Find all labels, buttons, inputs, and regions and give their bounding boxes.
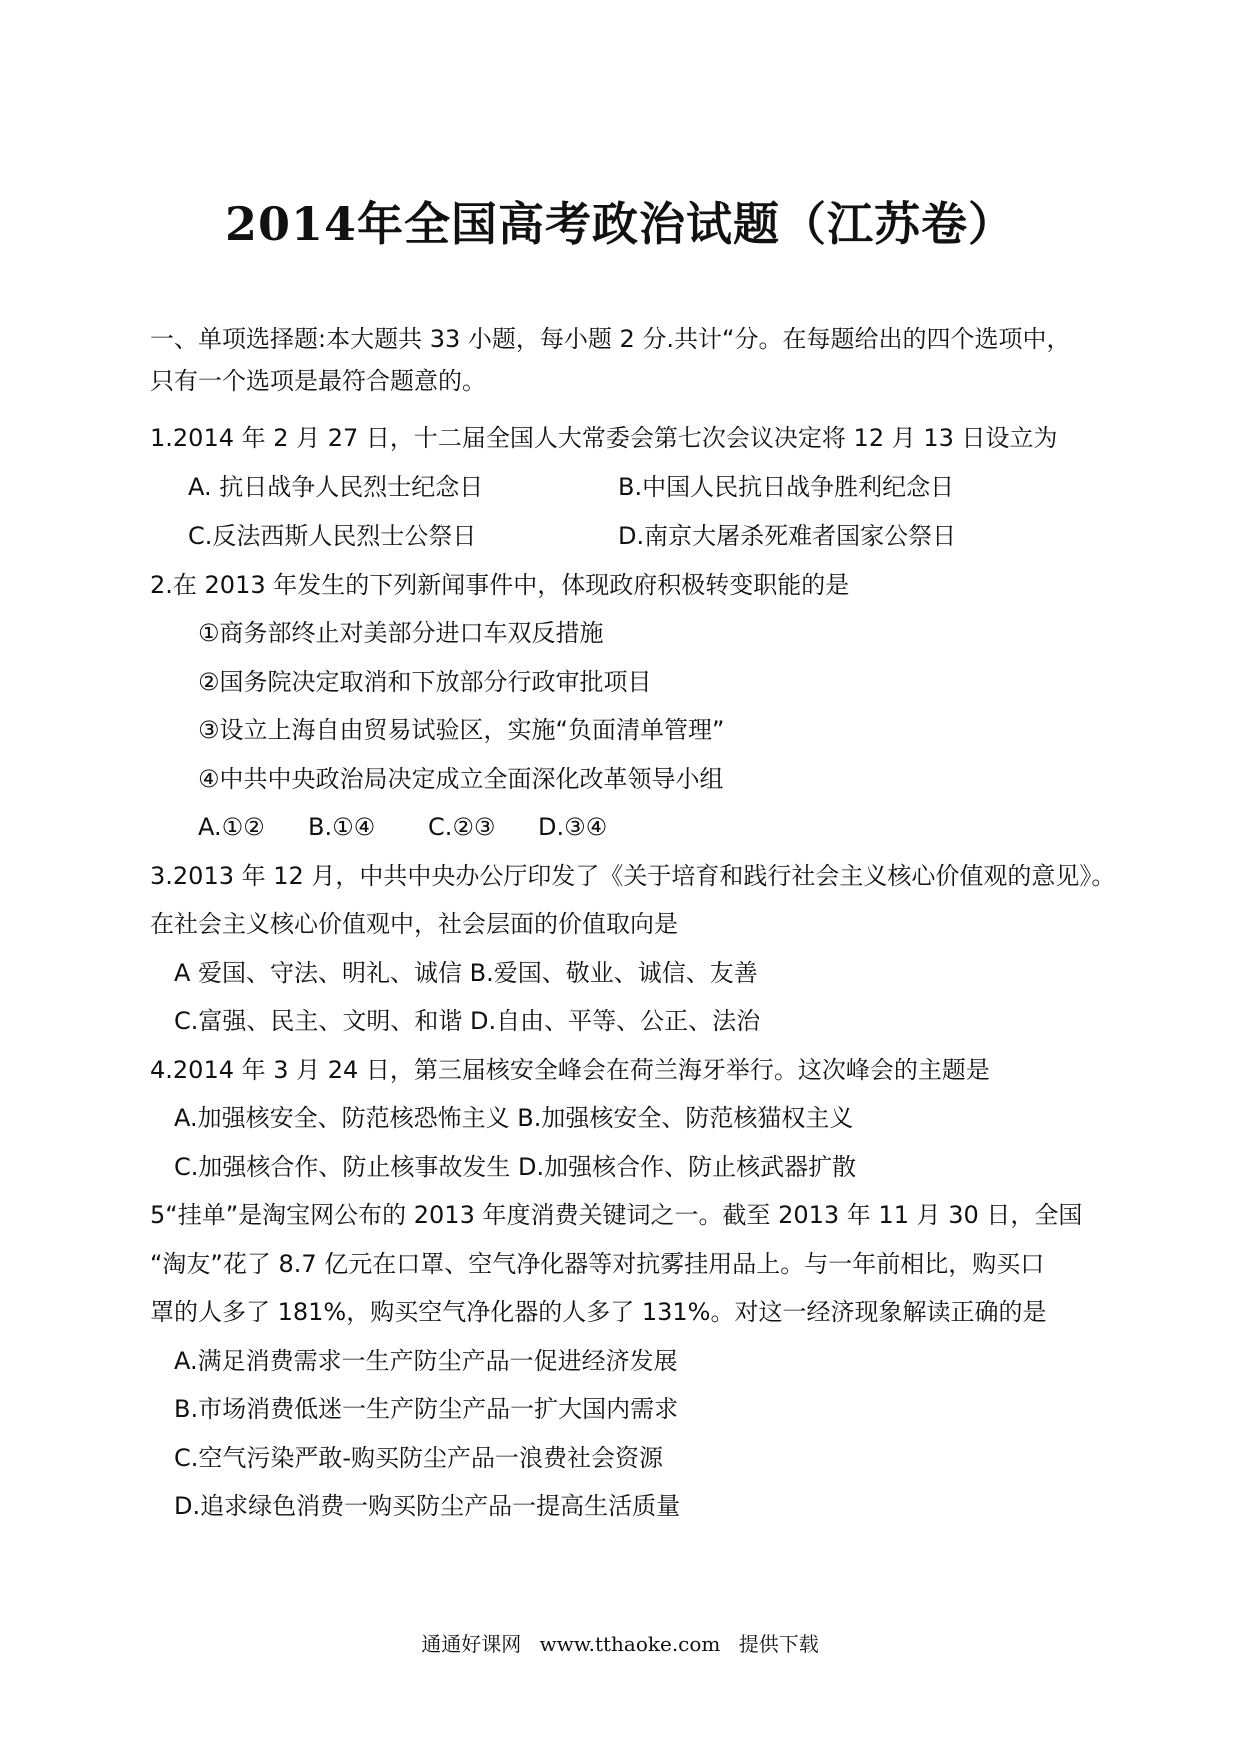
question-2-option-c: C.②③ xyxy=(428,813,496,841)
question-3-stem-line-1: 3.2013 年 12 月，中共中央办公厅印发了《关于培育和践行社会主义核心价值观的意见》。 xyxy=(150,862,1116,890)
footer-suffix: 提供下载 xyxy=(738,1632,819,1656)
question-3-options-cd: C.富强、民主、文明、和谐 D.自由、平等、公正、法治 xyxy=(174,1007,761,1035)
question-5-option-a: A.满足消费需求一生产防尘产品一促进经济发展 xyxy=(174,1347,678,1375)
question-1-stem: 1.2014 年 2 月 27 日，十二届全国人大常委会第七次会议决定将 12 月 13 日设立为 xyxy=(150,424,1058,452)
question-1-option-b: B.中国人民抗日战争胜利纪念日 xyxy=(618,473,955,501)
question-1-option-d: D.南京大屠杀死难者国家公祭日 xyxy=(618,522,957,550)
question-2-item-2: ②国务院决定取消和下放部分行政审批项目 xyxy=(198,668,652,696)
question-5-stem-line-3: 罩的人多了 181%，购买空气净化器的人多了 131%。对这一经济现象解读正确的是 xyxy=(150,1298,1047,1326)
question-2-item-3: ③设立上海自由贸易试验区，实施“负面清单管理” xyxy=(198,716,725,744)
question-4-options-ab: A.加强核安全、防范核恐怖主义 B.加强核安全、防范核猫权主义 xyxy=(174,1104,854,1132)
question-5-stem-line-2: “淘友”花了 8.7 亿元在口罩、空气净化器等对抗雾挂用品上。与一年前相比，购买口 xyxy=(150,1250,1045,1278)
question-5-option-b: B.市场消费低迷一生产防尘产品一扩大国内需求 xyxy=(174,1395,679,1423)
question-2-option-d: D.③④ xyxy=(538,813,608,841)
question-5-stem-line-1: 5“挂单”是淘宝网公布的 2013 年度消费关键词之一。截至 2013 年 11 月 30 日，全国 xyxy=(150,1201,1083,1229)
footer-url: www.tthaoke.com xyxy=(539,1632,721,1656)
question-4-stem: 4.2014 年 3 月 24 日，第三届核安全峰会在荷兰海牙举行。这次峰会的主题是 xyxy=(150,1056,990,1084)
question-3-options-ab: A 爱国、守法、明礼、诚信 B.爱国、敬业、诚信、友善 xyxy=(174,959,758,987)
section-instruction-line-1: 一、单项选择题:本大题共 33 小题，每小题 2 分.共计“分。在每题给出的四个选项中， xyxy=(150,325,1071,353)
question-2-stem: 2.在 2013 年发生的下列新闻事件中，体现政府积极转变职能的是 xyxy=(150,571,850,599)
question-1-option-c: C.反法西斯人民烈士公祭日 xyxy=(188,522,477,550)
question-2-option-b: B.①④ xyxy=(308,813,376,841)
section-instruction-line-2: 只有一个选项是最符合题意的。 xyxy=(150,367,486,395)
question-2-option-a: A.①② xyxy=(198,813,265,841)
question-4-options-cd: C.加强核合作、防止核事故发生 D.加强核合作、防止核武器扩散 xyxy=(174,1153,857,1181)
question-2-item-4: ④中共中央政治局决定成立全面深化改革领导小组 xyxy=(198,765,724,793)
footer-site-name: 通通好课网 xyxy=(421,1632,522,1656)
question-1-option-a: A. 抗日战争人民烈士纪念日 xyxy=(188,473,484,501)
question-5-option-c: C.空气污染严敢-购买防尘产品一浪费社会资源 xyxy=(174,1444,664,1472)
page-title: 2014年全国高考政治试题（江苏卷） xyxy=(224,197,1016,251)
question-3-stem-line-2: 在社会主义核心价值观中，社会层面的价值取向是 xyxy=(150,910,678,938)
question-5-option-d: D.追求绿色消费一购买防尘产品一提高生活质量 xyxy=(174,1492,681,1520)
question-2-item-1: ①商务部终止对美部分进口车双反措施 xyxy=(198,619,604,647)
page-footer xyxy=(0,1628,1240,1657)
